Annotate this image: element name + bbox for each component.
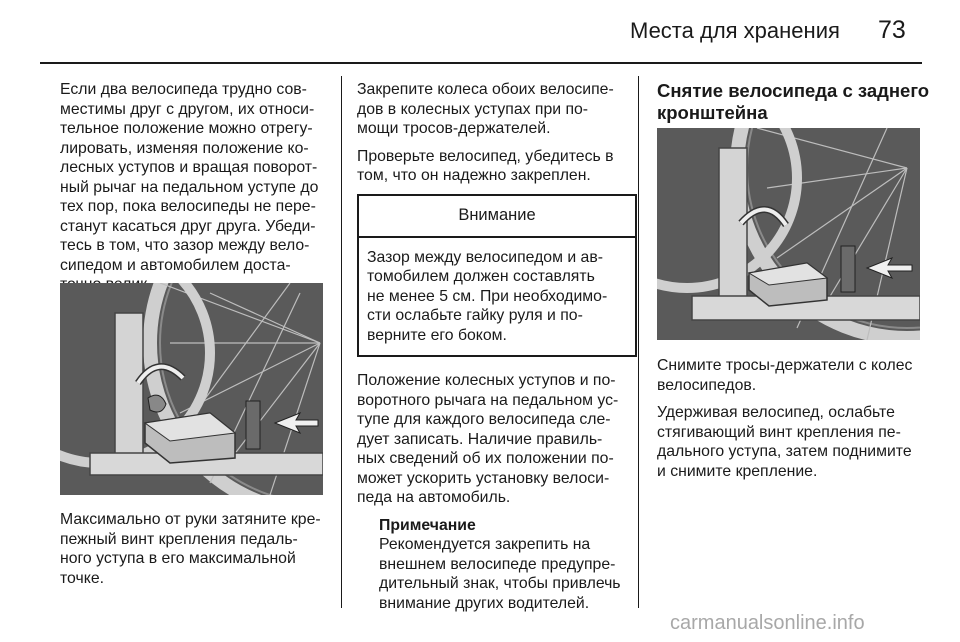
- text-line: стягивающий винт крепления пе-: [657, 423, 901, 441]
- text-line: ный рычаг на педальном уступе до: [60, 178, 319, 196]
- bike-removal-illustration: [657, 128, 920, 340]
- text-line: Проверьте велосипед, убедитесь в: [357, 147, 614, 165]
- text-line: Положение колесных уступов и по-: [357, 372, 616, 389]
- col1-paragraph-1: [60, 80, 330, 295]
- text-line: тесь в том, что зазор между вело-: [60, 237, 310, 254]
- section-title-line: Снятие велосипеда с заднего: [657, 80, 930, 101]
- text-line: ных сведений об их положении по-: [357, 450, 614, 467]
- text-line: воротного рычага на педальном ус-: [357, 391, 619, 409]
- text-line: Если два велосипеда трудно сов-: [60, 81, 307, 98]
- header-divider: [40, 62, 922, 64]
- text-line: тех пор, пока велосипеды не пере-: [60, 198, 316, 215]
- column-3-text: [657, 356, 927, 489]
- text-line: дов в колесных уступах при по-: [357, 100, 589, 118]
- warning-box: [357, 194, 637, 358]
- col3-paragraph-2: [657, 403, 927, 481]
- col2-paragraph-2: [357, 147, 637, 186]
- text-line: верните его боком.: [367, 326, 507, 344]
- bike-pedal-clamp-illustration: [60, 283, 323, 495]
- text-line: Максимально от руки затяните кре-: [60, 511, 321, 528]
- column-2: [357, 80, 637, 613]
- col2-paragraph-3: [357, 371, 637, 508]
- text-line: том, что он надежно закреплен.: [357, 167, 591, 184]
- text-line: велосипедов.: [657, 376, 757, 394]
- col1-caption: [60, 510, 330, 588]
- section-title-line: кронштейна: [657, 102, 768, 123]
- text-line: Зазор между велосипедом и ав-: [367, 248, 603, 266]
- text-line: местимы друг с другом, их относи-: [60, 100, 315, 118]
- text-line: сипедом и автомобилем доста-: [60, 256, 291, 274]
- text-line: пежный винт крепления педаль-: [60, 530, 298, 548]
- text-line: внешнем велосипеде предупре-: [379, 555, 616, 573]
- text-line: томобилем должен составлять: [367, 268, 595, 285]
- text-line: сти ослабьте гайку руля и по-: [367, 307, 583, 324]
- text-line: внимание других водителей.: [379, 594, 590, 612]
- text-line: тупе для каждого велосипеда сле-: [357, 411, 611, 428]
- page-number: 73: [878, 16, 906, 44]
- text-line: Удерживая велосипед, ослабьте: [657, 404, 895, 421]
- text-line: дительный знак, чтобы привлечь: [379, 575, 621, 592]
- text-line: дует записать. Наличие правиль-: [357, 430, 603, 448]
- text-line: дального уступа, затем поднимите: [657, 443, 912, 460]
- column-1-caption: [60, 510, 330, 596]
- warning-body: [359, 238, 635, 356]
- col3-paragraph-1: [657, 356, 927, 395]
- text-line: мощи тросов-держателей.: [357, 120, 551, 137]
- text-line: точке.: [60, 569, 104, 587]
- text-line: Снимите тросы-держатели с колес: [657, 357, 913, 374]
- text-line: может ускорить установку велоси-: [357, 469, 610, 487]
- text-line: педа на автомобиль.: [357, 489, 511, 506]
- note-title: Примечание: [379, 516, 476, 534]
- column-divider-1: [341, 76, 342, 608]
- text-line: тельное положение можно отрегу-: [60, 120, 313, 137]
- text-line: лировать, изменяя положение ко-: [60, 139, 309, 157]
- page-header-title: Места для хранения: [630, 18, 840, 43]
- text-line: ного уступа в его максимальной: [60, 550, 296, 567]
- text-line: Закрепите колеса обоих велосипе-: [357, 81, 614, 98]
- column-divider-2: [638, 76, 639, 608]
- watermark: carmanualsonline.info: [670, 612, 865, 634]
- col2-paragraph-1: [357, 80, 637, 139]
- text-line: и снимите крепление.: [657, 462, 818, 480]
- warning-title: Внимание: [359, 196, 635, 238]
- text-line: Рекомендуется закрепить на: [379, 536, 591, 553]
- section-title: [657, 80, 930, 124]
- text-line: не менее 5 см. При необходимо-: [367, 287, 608, 305]
- text-line: лесных уступов и вращая поворот-: [60, 159, 318, 176]
- note-block: [357, 516, 637, 614]
- column-1: [60, 80, 330, 303]
- text-line: станут касаться друг друга. Убеди-: [60, 217, 316, 235]
